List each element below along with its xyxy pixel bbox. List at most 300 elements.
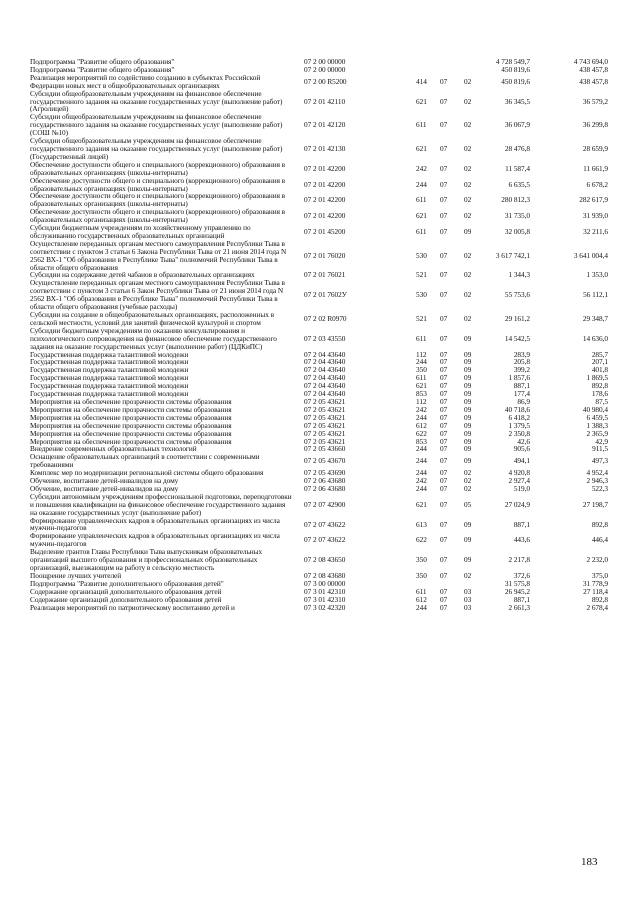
amount-year-1: 2 661,3 [508, 602, 530, 612]
target-article-code: 07 2 04 43640 [304, 373, 346, 383]
target-article-code: 07 2 04 43640 [304, 389, 346, 399]
expense-type-code: 611 [416, 373, 427, 383]
amount-year-2: 4 743 694,0 [573, 57, 608, 66]
table-row [30, 161, 608, 177]
expense-type-code: 350 [416, 555, 427, 565]
target-article-code: 07 2 05 43690 [304, 468, 346, 478]
table-row [30, 192, 608, 208]
row-name: Субсидии автономным учреждениям профессиональной подготовки, переподготовки и повышения квалификации на финансовое обеспечение государственного задания на оказание государственных услуг (выполнение работ) [30, 491, 292, 517]
amount-year-1: 399,2 [513, 365, 530, 375]
amount-year-1: 205,8 [513, 357, 530, 367]
amount-year-1: 27 024,9 [504, 499, 530, 509]
amount-year-2: 36 299,8 [582, 120, 608, 130]
amount-year-2: 522,3 [591, 483, 608, 493]
amount-year-1: 31 575,8 [504, 578, 530, 588]
amount-year-1: 36 345,5 [504, 96, 530, 106]
subsection-code: 02 [464, 163, 472, 173]
expense-type-code: 612 [416, 594, 427, 604]
amount-year-1: 177,4 [513, 389, 530, 399]
amount-year-1: 283,9 [513, 349, 530, 359]
expense-type-code: 414 [416, 76, 427, 86]
section-code: 07 [440, 211, 448, 221]
expense-type-code: 621 [416, 96, 427, 106]
section-code: 07 [440, 389, 448, 399]
row-name: Обеспечение доступности общего и специального (коррекционного) образования в образовательных организациях (школы-интернаты) [30, 175, 286, 193]
section-code: 07 [440, 476, 448, 486]
target-article-code: 07 2 01 76020 [304, 250, 346, 260]
amount-year-1: 1 379,5 [508, 420, 530, 430]
amount-year-1: 3 617 742,1 [495, 250, 530, 260]
expense-type-code: 521 [416, 270, 427, 280]
amount-year-1: 11 587,4 [505, 163, 530, 173]
subsection-code: 09 [464, 365, 472, 375]
section-code: 07 [440, 483, 448, 493]
expense-type-code: 611 [416, 120, 427, 130]
expense-type-code: 611 [416, 586, 427, 596]
subsection-code: 09 [464, 373, 472, 383]
amount-year-2: 375,0 [591, 570, 608, 580]
expense-type-code: 244 [416, 602, 427, 612]
subsection-code: 02 [464, 270, 472, 280]
table-row [30, 224, 608, 240]
row-name: Государственная поддержка талантливой молодежи [30, 373, 189, 383]
subsection-code: 09 [464, 349, 472, 359]
expense-type-code: 521 [416, 314, 427, 323]
row-name: Мероприятия на обеспечение прозрачности системы образования [30, 412, 232, 422]
expense-type-code: 244 [416, 483, 427, 493]
subsection-code: 05 [464, 499, 472, 509]
target-article-code: 07 2 06 43680 [304, 483, 346, 493]
page-number: 183 [581, 856, 598, 868]
target-article-code: 07 2 04 43640 [304, 365, 346, 375]
target-article-code: 07 2 04 43640 [304, 357, 346, 367]
amount-year-2: 42,9 [595, 436, 608, 446]
expense-type-code: 244 [416, 357, 427, 367]
target-article-code: 07 2 05 43621 [304, 396, 346, 406]
expense-type-code: 244 [416, 444, 427, 454]
section-code: 07 [440, 420, 448, 430]
row-name: Мероприятия на обеспечение прозрачности системы образования [30, 428, 232, 438]
row-name: Субсидии на создание в общеобразовательных организациях, расположенных в сельской местности, условий для занятий физической культурой и спортом [30, 310, 274, 327]
expense-type-code: 611 [416, 195, 427, 205]
expense-type-code: 621 [416, 211, 427, 221]
target-article-code: 07 2 01 45200 [304, 227, 346, 237]
amount-year-1: 905,6 [513, 444, 530, 454]
subsection-code: 02 [464, 195, 472, 205]
target-article-code: 07 2 01 42200 [304, 163, 346, 173]
table-row [30, 74, 608, 90]
section-code: 07 [440, 535, 448, 545]
row-name: Субсидии общеобразовательным учреждениям на финансовое обеспечение государственного задания на оказание государственных услуг (выполнение работ) (Государственный лицей) [30, 136, 283, 161]
subsection-code: 02 [464, 476, 472, 486]
section-code: 07 [440, 227, 448, 237]
row-name: Поощрение лучших учителей [30, 570, 122, 580]
row-name: Осуществление переданных органам местного самоуправления Республики Тыва в соответствии с пунктом 3 статьи 6 Закон Республики Тыва от 21 июня 2014 года N 2562 ВХ-1 "Об образовании в Республике Тыва" полномочий Республики Тыва в области общего образования (учебные расходы) [30, 278, 285, 312]
section-code: 07 [440, 76, 448, 86]
subsection-code: 09 [464, 357, 472, 367]
row-name: Выделение грантов Главы Республики Тыва выпускникам образовательных организаций высшего образования и профессиональных образовательных организаций, выезжающим на работу в сельскую местность [30, 547, 263, 572]
amount-year-2: 40 980,4 [582, 404, 608, 414]
row-name: Мероприятия на обеспечение прозрачности системы образования [30, 436, 232, 446]
section-code: 07 [440, 468, 448, 478]
expense-type-code: 613 [416, 519, 427, 529]
section-code: 07 [440, 555, 448, 565]
row-name: Субсидии бюджетным учреждениям по оказанию консультирования и психологического сопровождения на финансовое обеспечение государственного задания на оказание государственных услуг (выполнение работ) (ЦДКиПС) [30, 325, 277, 351]
amount-year-2: 4 952,4 [586, 468, 608, 478]
amount-year-2: 27 198,7 [582, 499, 608, 509]
section-code: 07 [440, 586, 448, 596]
table-row [30, 493, 608, 517]
expense-type-code: 112 [416, 396, 427, 406]
section-code: 07 [440, 120, 448, 130]
amount-year-1: 40 718,6 [504, 404, 530, 414]
subsection-code: 02 [464, 570, 472, 580]
expense-type-code: 350 [416, 365, 427, 375]
target-article-code: 07 2 01 42200 [304, 195, 346, 205]
amount-year-1: 887,1 [513, 519, 530, 529]
target-article-code: 07 2 05 43621 [304, 420, 346, 430]
row-name: Субсидии на содержание детей чабанов в образовательных организациях [30, 270, 255, 280]
section-code: 07 [440, 436, 448, 446]
amount-year-2: 14 636,0 [582, 333, 608, 343]
target-article-code: 07 2 03 43550 [304, 333, 346, 343]
section-code: 07 [440, 428, 448, 438]
subsection-code: 09 [464, 381, 472, 391]
row-name: Государственная поддержка талантливой молодежи [30, 357, 189, 367]
subsection-code: 09 [464, 456, 472, 466]
row-name: Содержание организаций дополнительного образования детей [30, 586, 222, 596]
amount-year-2: 1 353,0 [586, 270, 608, 280]
amount-year-1: 2 217,8 [508, 555, 530, 565]
amount-year-1: 372,6 [513, 570, 530, 580]
section-code: 07 [440, 444, 448, 454]
table-row [30, 137, 608, 161]
expense-type-code: 530 [416, 250, 427, 260]
table-row [30, 532, 608, 548]
row-name: Реализация мероприятий по патриотическому воспитанию детей и [30, 602, 235, 612]
table-row [30, 177, 608, 193]
amount-year-1: 450 819,6 [501, 64, 530, 74]
expense-type-code: 112 [416, 349, 427, 359]
expense-type-code: 612 [416, 420, 427, 430]
amount-year-2: 27 118,4 [583, 586, 608, 596]
section-code: 07 [440, 179, 448, 189]
subsection-code: 09 [464, 227, 472, 237]
amount-year-2: 31 939,0 [582, 211, 608, 221]
section-code: 07 [440, 519, 448, 529]
target-article-code: 07 2 01 42200 [304, 179, 346, 189]
table-row [30, 453, 608, 469]
amount-year-1: 6 418,2 [508, 412, 530, 422]
amount-year-2: 438 457,8 [579, 76, 608, 86]
row-name: Государственная поддержка талантливой молодежи [30, 389, 189, 399]
subsection-code: 02 [464, 250, 472, 260]
target-article-code: 07 2 00 00000 [304, 57, 346, 66]
expense-type-code: 853 [416, 389, 427, 399]
target-article-code: 07 3 02 42320 [304, 602, 346, 612]
amount-year-2: 285,7 [591, 349, 608, 359]
table-row [30, 113, 608, 137]
table-row [30, 548, 608, 572]
amount-year-1: 29 161,2 [504, 314, 530, 323]
subsection-code: 09 [464, 420, 472, 430]
target-article-code: 07 2 05 43660 [304, 444, 346, 454]
target-article-code: 07 2 08 43650 [304, 555, 346, 565]
section-code: 07 [440, 349, 448, 359]
row-name: Оснащение образовательных организаций в соответствии с современными требованиями [30, 452, 260, 470]
amount-year-2: 36 579,2 [582, 96, 608, 106]
table-row [30, 327, 608, 351]
row-name: Обучение, воспитание детей-инвалидов на дому [30, 476, 179, 486]
amount-year-1: 14 542,5 [504, 333, 530, 343]
section-code: 07 [440, 412, 448, 422]
subsection-code: 03 [464, 602, 472, 612]
row-name: Подпрограмма "Развитие дополнительного образования детей" [30, 578, 224, 588]
subsection-code: 02 [464, 314, 472, 323]
expense-type-code: 530 [416, 290, 427, 300]
amount-year-2: 438 457,8 [579, 64, 608, 74]
table-row [30, 279, 608, 311]
row-name: Подпрограмма "Развитие общего образования" [30, 64, 175, 74]
row-name: Формирование управленческих кадров в образовательных организациях из числа мужчин-педагогов [30, 531, 280, 549]
target-article-code: 07 3 01 42310 [304, 586, 346, 596]
target-article-code: 07 2 01 76021 [304, 270, 346, 280]
amount-year-2: 446,4 [591, 535, 608, 545]
subsection-code: 02 [464, 468, 472, 478]
row-name: Государственная поддержка талантливой молодежи [30, 349, 189, 359]
target-article-code: 07 2 01 42200 [304, 211, 346, 221]
expense-type-code: 244 [416, 179, 427, 189]
amount-year-2: 31 778,9 [582, 578, 608, 588]
amount-year-1: 280 812,3 [501, 195, 530, 205]
section-code: 07 [440, 381, 448, 391]
amount-year-2: 1 388,3 [586, 420, 608, 430]
expense-type-code: 611 [416, 333, 427, 343]
row-name: Государственная поддержка талантливой молодежи [30, 365, 189, 375]
section-code: 07 [440, 373, 448, 383]
amount-year-1: 6 635,5 [508, 179, 530, 189]
row-name: Осуществление переданных органам местного самоуправления Республики Тыва в соответствии с пунктом 3 статьи 6 Закона Республики Тыва от 21 июня 2014 года N 2562 ВХ-1 "Об образовании в Республике Тыва" полномочий Республики Тыва в области общего образования [30, 238, 287, 272]
row-name: Комплекс мер по модернизации региональной системы общего образования [30, 468, 264, 478]
row-name: Мероприятия на обеспечение прозрачности системы образования [30, 404, 232, 414]
amount-year-1: 42,6 [517, 436, 530, 446]
amount-year-2: 3 641 004,4 [573, 250, 608, 260]
subsection-code: 09 [464, 396, 472, 406]
expense-type-code: 621 [416, 499, 427, 509]
target-article-code: 07 2 06 43680 [304, 476, 346, 486]
subsection-code: 09 [464, 412, 472, 422]
section-code: 07 [440, 396, 448, 406]
target-article-code: 07 2 07 43622 [304, 519, 346, 529]
target-article-code: 07 2 00 00000 [304, 64, 346, 74]
amount-year-1: 887,1 [513, 594, 530, 604]
subsection-code: 09 [464, 436, 472, 446]
expense-type-code: 853 [416, 436, 427, 446]
row-name: Содержание организаций дополнительного образования детей [30, 594, 222, 604]
row-name: Субсидии общеобразовательным учреждениям на финансовое обеспечение государственного задания на оказание государственных услуг (выполнение работ) (СОШ №10) [30, 112, 283, 138]
target-article-code: 07 2 01 42130 [304, 144, 346, 154]
subsection-code: 02 [464, 120, 472, 130]
amount-year-2: 497,3 [591, 456, 608, 466]
amount-year-1: 1 344,3 [508, 270, 530, 280]
target-article-code: 07 2 01 42120 [304, 120, 346, 130]
target-article-code: 07 2 05 43621 [304, 436, 346, 446]
section-code: 07 [440, 163, 448, 173]
amount-year-2: 6 459,5 [586, 412, 608, 422]
section-code: 07 [440, 96, 448, 106]
amount-year-2: 6 678,2 [586, 179, 608, 189]
target-article-code: 07 2 02 R0970 [304, 314, 347, 323]
expense-type-code: 244 [416, 412, 427, 422]
section-code: 07 [440, 594, 448, 604]
row-name: Обеспечение доступности общего и специального (коррекционного) образования в образовательных организациях (школы-интернаты) [30, 207, 286, 225]
target-article-code: 07 2 01 42110 [304, 96, 346, 106]
table-row [30, 90, 608, 114]
row-name: Реализация мероприятий по содействию созданию в субъектах Российской Федерации новых мест в общеобразовательных организациях [30, 72, 261, 90]
amount-year-1: 32 005,8 [504, 227, 530, 237]
section-code: 07 [440, 290, 448, 300]
subsection-code: 09 [464, 535, 472, 545]
amount-year-2: 87,5 [595, 396, 608, 406]
expense-type-code: 611 [416, 227, 427, 237]
amount-year-1: 887,1 [513, 381, 530, 391]
target-article-code: 07 2 04 43640 [304, 381, 346, 391]
section-code: 07 [440, 144, 448, 154]
amount-year-1: 519,0 [513, 483, 530, 493]
amount-year-2: 56 112,1 [583, 290, 608, 300]
amount-year-1: 28 476,8 [504, 144, 530, 154]
section-code: 07 [440, 499, 448, 509]
subsection-code: 09 [464, 444, 472, 454]
subsection-code: 02 [464, 211, 472, 221]
amount-year-1: 443,6 [513, 535, 530, 545]
target-article-code: 07 3 00 00000 [304, 578, 346, 588]
amount-year-1: 4 920,8 [508, 468, 530, 478]
subsection-code: 02 [464, 290, 472, 300]
subsection-code: 09 [464, 333, 472, 343]
row-name: Подпрограмма "Развитие общего образования" [30, 57, 175, 66]
subsection-code: 02 [464, 483, 472, 493]
section-code: 07 [440, 365, 448, 375]
target-article-code: 07 2 00 R5200 [304, 76, 347, 86]
expense-type-code: 244 [416, 456, 427, 466]
target-article-code: 07 2 01 7602У [304, 290, 347, 300]
row-name: Обеспечение доступности общего и специального (коррекционного) образования в образовательных организациях (школы-интернаты) [30, 159, 286, 177]
amount-year-1: 36 067,9 [504, 120, 530, 130]
expense-type-code: 242 [416, 476, 427, 486]
amount-year-1: 31 735,0 [504, 211, 530, 221]
amount-year-2: 892,8 [591, 594, 608, 604]
section-code: 07 [440, 456, 448, 466]
row-name: Государственная поддержка талантливой молодежи [30, 381, 189, 391]
table-row [30, 208, 608, 224]
amount-year-2: 2 946,3 [586, 476, 608, 486]
amount-year-2: 29 348,7 [582, 314, 608, 323]
amount-year-2: 28 659,9 [582, 144, 608, 154]
expense-type-code: 622 [416, 428, 427, 438]
subsection-code: 03 [464, 594, 472, 604]
amount-year-2: 178,6 [591, 389, 608, 399]
table-row [30, 311, 608, 327]
section-code: 07 [440, 314, 448, 323]
expense-type-code: 242 [416, 163, 427, 173]
row-name: Субсидии общеобразовательным учреждениям на финансовое обеспечение государственного задания на оказание государственных услуг (выполнение работ) (Агролицей) [30, 88, 283, 114]
amount-year-1: 55 753,6 [504, 290, 530, 300]
table-row [30, 517, 608, 533]
row-name: Субсидии бюджетным учреждениям по хозяйственному управлению по обслуживанию государственных образовательных организаций [30, 223, 251, 240]
amount-year-1: 2 350,8 [508, 428, 530, 438]
subsection-code: 09 [464, 389, 472, 399]
subsection-code: 09 [464, 428, 472, 438]
target-article-code: 07 2 07 43622 [304, 535, 346, 545]
row-name: Обеспечение доступности общего и специального (коррекционного) образования в образовательных организациях (школы-интернаты) [30, 191, 286, 209]
subsection-code: 09 [464, 555, 472, 565]
target-article-code: 07 2 05 43621 [304, 404, 346, 414]
target-article-code: 07 2 04 43640 [304, 349, 346, 359]
expense-type-code: 350 [416, 570, 427, 580]
section-code: 07 [440, 357, 448, 367]
amount-year-2: 911,5 [592, 444, 608, 454]
subsection-code: 02 [464, 179, 472, 189]
expense-type-code: 621 [416, 144, 427, 154]
section-code: 07 [440, 404, 448, 414]
amount-year-2: 11 661,9 [583, 163, 608, 173]
row-name: Формирование управленческих кадров в образовательных организациях из числа мужчин-педагогов [30, 515, 280, 533]
subsection-code: 02 [464, 96, 472, 106]
subsection-code: 02 [464, 144, 472, 154]
row-name: Мероприятия на обеспечение прозрачности системы образования [30, 396, 232, 406]
target-article-code: 07 2 05 43621 [304, 412, 346, 422]
row-name: Обучение, воспитание детей-инвалидов на дому [30, 483, 179, 493]
subsection-code: 02 [464, 76, 472, 86]
amount-year-2: 282 617,9 [579, 195, 608, 205]
amount-year-2: 2 365,9 [586, 428, 608, 438]
section-code: 07 [440, 250, 448, 260]
amount-year-2: 892,8 [591, 381, 608, 391]
section-code: 07 [440, 602, 448, 612]
amount-year-1: 2 927,4 [508, 476, 530, 486]
target-article-code: 07 2 05 43621 [304, 428, 346, 438]
subsection-code: 09 [464, 404, 472, 414]
expense-type-code: 242 [416, 404, 427, 414]
amount-year-1: 1 857,6 [508, 373, 530, 383]
amount-year-2: 2 678,4 [586, 602, 608, 612]
subsection-code: 09 [464, 519, 472, 529]
amount-year-2: 401,8 [591, 365, 608, 375]
budget-table [30, 58, 608, 611]
target-article-code: 07 3 01 42310 [304, 594, 346, 604]
amount-year-2: 1 869,5 [586, 373, 608, 383]
section-code: 07 [440, 195, 448, 205]
amount-year-1: 494,1 [513, 456, 530, 466]
section-code: 07 [440, 570, 448, 580]
expense-type-code: 622 [416, 535, 427, 545]
amount-year-1: 4 728 549,7 [495, 57, 530, 66]
amount-year-2: 892,8 [591, 519, 608, 529]
target-article-code: 07 2 07 42900 [304, 499, 346, 509]
row-name: Внедрение современных образовательных технологий [30, 444, 197, 454]
table-row [30, 240, 608, 272]
section-code: 07 [440, 270, 448, 280]
target-article-code: 07 2 05 43670 [304, 456, 346, 466]
target-article-code: 07 2 08 43680 [304, 570, 346, 580]
amount-year-1: 450 819,6 [501, 76, 530, 86]
expense-type-code: 244 [416, 468, 427, 478]
table-row [30, 604, 608, 612]
expense-type-code: 621 [416, 381, 427, 391]
amount-year-2: 2 232,0 [586, 555, 608, 565]
amount-year-1: 26 945,2 [504, 586, 530, 596]
